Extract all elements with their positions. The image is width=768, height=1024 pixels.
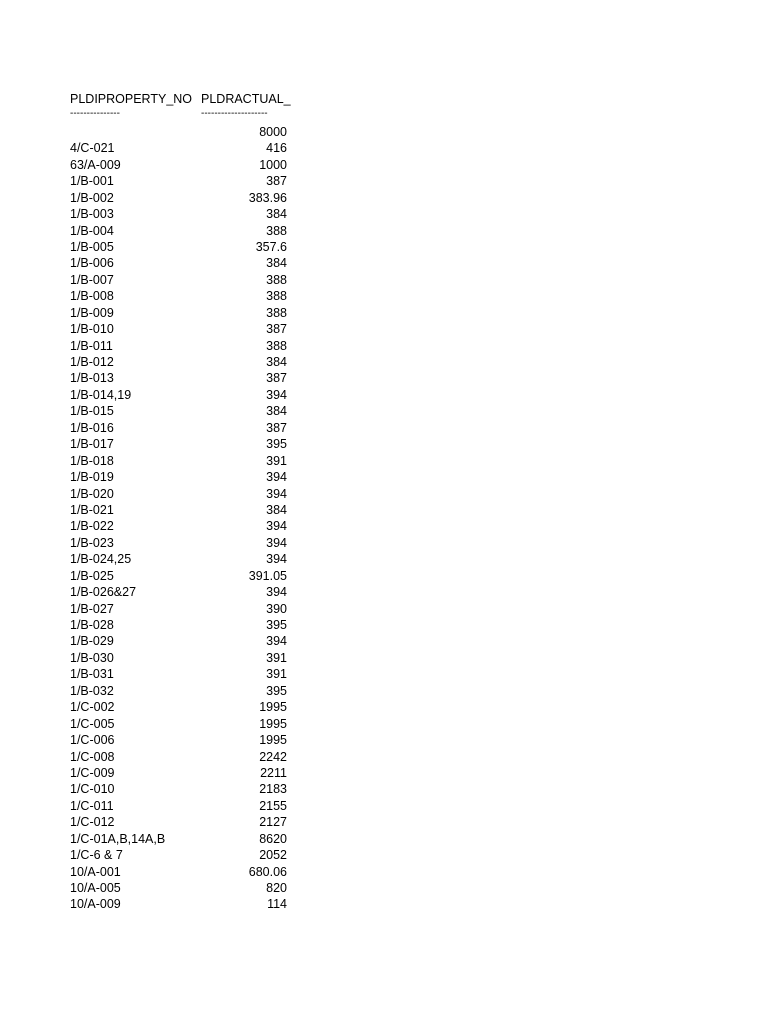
- property-no-cell: 1/B-005: [70, 239, 114, 254]
- actual-value-cell: 394: [266, 387, 287, 402]
- property-no-cell: 10/A-009: [70, 897, 121, 912]
- property-no-cell: 1/B-016: [70, 420, 114, 435]
- actual-value-cell: 395: [266, 683, 287, 698]
- table-row: [70, 140, 310, 156]
- table-row: [70, 535, 310, 551]
- actual-value-cell: 2127: [259, 815, 287, 830]
- table-row: [70, 847, 310, 863]
- property-no-cell: 1/B-025: [70, 568, 114, 583]
- property-no-cell: 1/B-021: [70, 502, 114, 517]
- table-row: [70, 255, 310, 271]
- table-row: [70, 568, 310, 584]
- actual-value-cell: 2242: [259, 749, 287, 764]
- actual-value-cell: 2211: [260, 765, 287, 780]
- table-row: [70, 486, 310, 502]
- actual-value-cell: 394: [266, 486, 287, 501]
- property-no-cell: 1/B-007: [70, 272, 114, 287]
- table-row: [70, 551, 310, 567]
- table-row: [70, 502, 310, 518]
- property-table: [70, 91, 310, 913]
- table-row: [70, 880, 310, 896]
- actual-value-cell: 1000: [259, 157, 287, 172]
- table-row: [70, 338, 310, 354]
- actual-value-cell: 388: [266, 338, 287, 353]
- table-body: [70, 124, 310, 913]
- table-row: [70, 518, 310, 534]
- property-no-cell: 63/A-009: [70, 157, 121, 172]
- actual-value-cell: 416: [266, 141, 287, 156]
- property-no-cell: 1/C-6 & 7: [70, 848, 123, 863]
- actual-value-cell: 8620: [259, 831, 287, 846]
- actual-value-cell: 1995: [259, 733, 287, 748]
- table-row: [70, 469, 310, 485]
- property-no-cell: 10/A-005: [70, 881, 121, 895]
- separator-col2: --------------------: [201, 108, 268, 120]
- table-row: [70, 601, 310, 617]
- actual-value-cell: 387: [266, 371, 287, 386]
- actual-value-cell: 394: [266, 552, 287, 567]
- property-no-cell: 1/C-009: [70, 765, 115, 780]
- property-no-cell: 1/B-008: [70, 289, 114, 304]
- table-row: [70, 781, 310, 797]
- actual-value-cell: 8000: [259, 124, 287, 139]
- separator-col1: ---------------: [70, 108, 120, 120]
- property-no-cell: 1/B-010: [70, 322, 114, 337]
- actual-value-cell: 384: [266, 256, 287, 271]
- actual-value-cell: 1995: [259, 700, 287, 715]
- table-row: [70, 732, 310, 748]
- property-no-cell: 1/B-004: [70, 223, 114, 238]
- property-no-cell: 1/C-011: [70, 798, 114, 813]
- table-row: [70, 814, 310, 830]
- actual-value-cell: 388: [266, 272, 287, 287]
- property-no-cell: 1/B-032: [70, 683, 114, 698]
- actual-value-cell: 384: [266, 404, 287, 419]
- actual-value-cell: 2183: [259, 782, 287, 797]
- property-no-cell: 1/B-029: [70, 634, 114, 649]
- table-row: [70, 765, 310, 781]
- property-no-cell: 1/B-014,19: [70, 387, 132, 402]
- table-row: [70, 387, 310, 403]
- table-row: [70, 272, 310, 288]
- table-row: [70, 749, 310, 765]
- table-row: [70, 699, 310, 715]
- property-no-cell: 1/C-005: [70, 716, 115, 731]
- table-row: [70, 157, 310, 173]
- property-no-cell: 1/B-001: [70, 174, 114, 189]
- actual-value-cell: 388: [266, 305, 287, 320]
- actual-value-cell: 114: [267, 897, 287, 912]
- table-row: [70, 650, 310, 666]
- table-row: [70, 420, 310, 436]
- table-row: [70, 716, 310, 732]
- actual-value-cell: 357.6: [255, 239, 287, 254]
- property-no-cell: 1/B-020: [70, 486, 114, 501]
- table-row: [70, 436, 310, 452]
- property-no-cell: 1/C-006: [70, 733, 115, 748]
- property-no-cell: 1/B-002: [70, 190, 114, 205]
- property-no-cell: 1/C-01A,B,14A,B: [70, 831, 166, 846]
- table-row: [70, 633, 310, 649]
- actual-value-cell: 391: [266, 453, 287, 468]
- property-no-cell: 1/B-024,25: [70, 552, 132, 567]
- property-no-cell: 1/B-026&27: [70, 585, 137, 600]
- property-no-cell: 1/C-002: [70, 700, 115, 715]
- actual-value-cell: 394: [266, 519, 287, 534]
- actual-value-cell: 388: [266, 223, 287, 238]
- table-row: [70, 223, 310, 239]
- table-row: [70, 173, 310, 189]
- property-no-cell: 1/B-019: [70, 470, 114, 485]
- property-no-cell: 1/B-018: [70, 453, 114, 468]
- actual-value-cell: 384: [266, 355, 287, 369]
- property-no-cell: 10/A-001: [70, 864, 121, 879]
- actual-value-cell: 2155: [259, 798, 287, 813]
- property-no-cell: 1/B-022: [70, 519, 114, 534]
- actual-value-cell: 680.06: [248, 864, 287, 879]
- actual-value-cell: 394: [266, 634, 287, 649]
- actual-value-cell: 394: [266, 535, 287, 550]
- actual-value-cell: 390: [266, 601, 287, 616]
- property-no-cell: 1/B-012: [70, 355, 114, 369]
- property-no-cell: 1/B-028: [70, 618, 114, 632]
- actual-value-cell: 394: [266, 585, 287, 600]
- property-no-cell: 4/C-021: [70, 141, 115, 156]
- property-no-cell: 1/B-013: [70, 371, 114, 386]
- table-row: [70, 370, 310, 386]
- actual-value-cell: 395: [266, 618, 287, 632]
- property-no-cell: 1/B-009: [70, 305, 114, 320]
- property-no-cell: 1/B-003: [70, 207, 114, 222]
- table-row: [70, 354, 310, 370]
- property-no-cell: 1/B-031: [70, 667, 114, 682]
- table-row: [70, 239, 310, 255]
- table-row: [70, 798, 310, 814]
- property-no-cell: [70, 124, 200, 140]
- actual-value-cell: 820: [266, 881, 287, 895]
- actual-value-cell: 387: [266, 322, 287, 337]
- table-header: [70, 91, 310, 107]
- actual-value-cell: 1995: [259, 716, 287, 731]
- actual-value-cell: 391.05: [248, 568, 287, 583]
- property-no-cell: 1/C-010: [70, 782, 115, 797]
- header-separator: [70, 107, 310, 123]
- actual-value-cell: 387: [266, 420, 287, 435]
- actual-value-cell: 383.96: [248, 190, 287, 205]
- table-row: [70, 453, 310, 469]
- actual-value-cell: 384: [266, 207, 287, 222]
- property-no-cell: 1/B-027: [70, 601, 114, 616]
- actual-value-cell: 2052: [259, 848, 287, 863]
- column-header-property-no: PLDIPROPERTY_NO: [70, 92, 193, 106]
- column-header-actual: PLDRACTUAL_: [201, 92, 291, 106]
- property-no-cell: 1/B-015: [70, 404, 114, 419]
- table-row: [70, 321, 310, 337]
- property-no-cell: 1/B-017: [70, 437, 114, 452]
- table-row: [70, 190, 310, 206]
- table-row: [70, 206, 310, 222]
- property-no-cell: 1/B-023: [70, 535, 114, 550]
- actual-value-cell: 388: [266, 289, 287, 304]
- property-no-cell: 1/B-006: [70, 256, 114, 271]
- table-row: [70, 864, 310, 880]
- table-row: [70, 831, 310, 847]
- property-no-cell: 1/B-011: [70, 338, 113, 353]
- table-row: [70, 617, 310, 633]
- property-no-cell: 1/C-008: [70, 749, 115, 764]
- actual-value-cell: 394: [266, 470, 287, 485]
- table-row: [70, 305, 310, 321]
- table-row: [70, 288, 310, 304]
- table-row: [70, 403, 310, 419]
- table-row: [70, 666, 310, 682]
- property-no-cell: 1/C-012: [70, 815, 115, 830]
- table-row: [70, 124, 310, 140]
- property-no-cell: 1/B-030: [70, 650, 114, 665]
- actual-value-cell: 391: [266, 667, 287, 682]
- actual-value-cell: 395: [266, 437, 287, 452]
- table-row: [70, 584, 310, 600]
- actual-value-cell: 391: [266, 650, 287, 665]
- table-row: [70, 683, 310, 699]
- table-row: [70, 896, 310, 912]
- actual-value-cell: 384: [266, 502, 287, 517]
- actual-value-cell: 387: [266, 174, 287, 189]
